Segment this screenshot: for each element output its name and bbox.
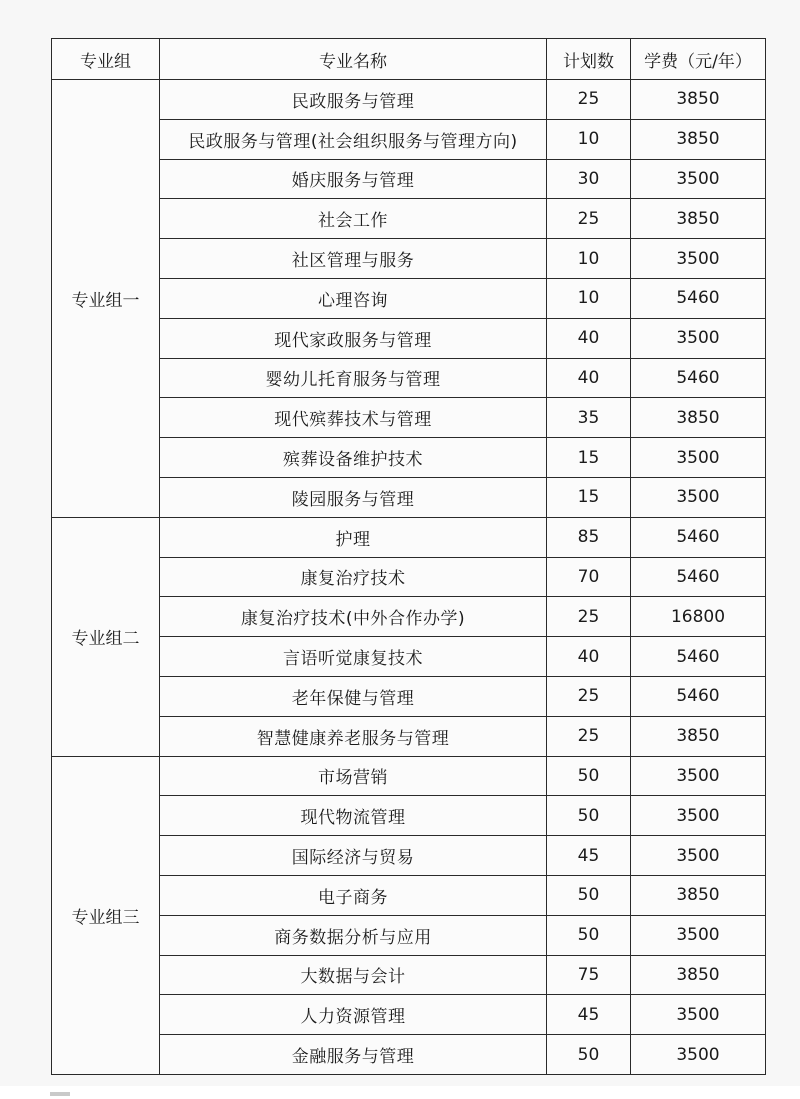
plan-count-cell: 40 xyxy=(547,358,631,398)
plan-count-cell: 10 xyxy=(547,278,631,318)
plan-count-cell: 50 xyxy=(547,875,631,915)
header-group: 专业组 xyxy=(52,39,160,80)
table-row xyxy=(52,676,766,716)
table-row xyxy=(52,955,766,995)
bottom-mark xyxy=(50,1092,70,1096)
major-name-cell: 心理咨询 xyxy=(160,278,547,318)
header-plan-count: 计划数 xyxy=(547,39,631,80)
tuition-cell: 3500 xyxy=(631,159,766,199)
table-row xyxy=(52,119,766,159)
tuition-cell: 3850 xyxy=(631,398,766,438)
plan-count-cell: 30 xyxy=(547,159,631,199)
plan-count-cell: 50 xyxy=(547,796,631,836)
major-name-cell: 现代家政服务与管理 xyxy=(160,318,547,358)
major-name-cell: 殡葬设备维护技术 xyxy=(160,438,547,478)
plan-count-cell: 50 xyxy=(547,915,631,955)
table-row xyxy=(52,915,766,955)
tuition-cell: 5460 xyxy=(631,637,766,677)
plan-count-cell: 40 xyxy=(547,318,631,358)
tuition-cell: 3500 xyxy=(631,756,766,796)
table-row xyxy=(52,438,766,478)
table-row xyxy=(52,278,766,318)
plan-count-cell: 25 xyxy=(547,199,631,239)
plan-count-cell: 35 xyxy=(547,398,631,438)
tuition-cell: 3500 xyxy=(631,239,766,279)
admission-plan-table xyxy=(51,38,766,1075)
header-row xyxy=(52,39,766,80)
table-row xyxy=(52,716,766,756)
major-name-cell: 婚庆服务与管理 xyxy=(160,159,547,199)
tuition-cell: 3500 xyxy=(631,477,766,517)
major-name-cell: 社会工作 xyxy=(160,199,547,239)
major-name-cell: 人力资源管理 xyxy=(160,995,547,1035)
plan-count-cell: 75 xyxy=(547,955,631,995)
plan-count-cell: 45 xyxy=(547,836,631,876)
table-header xyxy=(52,39,766,80)
plan-count-cell: 50 xyxy=(547,1035,631,1075)
plan-count-cell: 70 xyxy=(547,557,631,597)
plan-count-cell: 50 xyxy=(547,756,631,796)
tuition-cell: 5460 xyxy=(631,557,766,597)
plan-count-cell: 25 xyxy=(547,716,631,756)
group-label: 专业组三 xyxy=(52,756,160,1074)
major-name-cell: 言语听觉康复技术 xyxy=(160,637,547,677)
major-name-cell: 智慧健康养老服务与管理 xyxy=(160,716,547,756)
major-name-cell: 商务数据分析与应用 xyxy=(160,915,547,955)
tuition-cell: 16800 xyxy=(631,597,766,637)
major-name-cell: 现代物流管理 xyxy=(160,796,547,836)
table-row xyxy=(52,199,766,239)
table-row xyxy=(52,517,766,557)
table-row xyxy=(52,358,766,398)
plan-count-cell: 15 xyxy=(547,438,631,478)
table-row xyxy=(52,875,766,915)
tuition-cell: 5460 xyxy=(631,278,766,318)
major-name-cell: 康复治疗技术 xyxy=(160,557,547,597)
plan-count-cell: 10 xyxy=(547,119,631,159)
plan-count-cell: 15 xyxy=(547,477,631,517)
major-name-cell: 民政服务与管理(社会组织服务与管理方向) xyxy=(160,119,547,159)
header-tuition: 学费（元/年） xyxy=(631,39,766,80)
group-label: 专业组二 xyxy=(52,517,160,756)
tuition-cell: 3500 xyxy=(631,1035,766,1075)
table-row xyxy=(52,995,766,1035)
header-major-name: 专业名称 xyxy=(160,39,547,80)
plan-count-cell: 45 xyxy=(547,995,631,1035)
tuition-cell: 3500 xyxy=(631,318,766,358)
tuition-cell: 3850 xyxy=(631,875,766,915)
major-name-cell: 社区管理与服务 xyxy=(160,239,547,279)
table-row xyxy=(52,756,766,796)
tuition-cell: 3850 xyxy=(631,955,766,995)
table-body xyxy=(52,80,766,1075)
tuition-cell: 5460 xyxy=(631,358,766,398)
table-row xyxy=(52,159,766,199)
table-row xyxy=(52,477,766,517)
tuition-cell: 3850 xyxy=(631,716,766,756)
tuition-cell: 5460 xyxy=(631,517,766,557)
table-row xyxy=(52,398,766,438)
table-row xyxy=(52,597,766,637)
major-name-cell: 市场营销 xyxy=(160,756,547,796)
table-row xyxy=(52,1035,766,1075)
plan-count-cell: 25 xyxy=(547,80,631,120)
table-row xyxy=(52,80,766,120)
plan-count-cell: 25 xyxy=(547,676,631,716)
tuition-cell: 5460 xyxy=(631,676,766,716)
table-row xyxy=(52,637,766,677)
major-name-cell: 康复治疗技术(中外合作办学) xyxy=(160,597,547,637)
major-name-cell: 婴幼儿托育服务与管理 xyxy=(160,358,547,398)
tuition-cell: 3500 xyxy=(631,836,766,876)
major-name-cell: 护理 xyxy=(160,517,547,557)
major-name-cell: 大数据与会计 xyxy=(160,955,547,995)
major-name-cell: 老年保健与管理 xyxy=(160,676,547,716)
plan-count-cell: 85 xyxy=(547,517,631,557)
major-name-cell: 金融服务与管理 xyxy=(160,1035,547,1075)
group-label: 专业组一 xyxy=(52,80,160,518)
bottom-edge xyxy=(0,1086,800,1099)
tuition-cell: 3850 xyxy=(631,80,766,120)
tuition-cell: 3500 xyxy=(631,995,766,1035)
major-name-cell: 现代殡葬技术与管理 xyxy=(160,398,547,438)
table-row xyxy=(52,836,766,876)
tuition-cell: 3500 xyxy=(631,796,766,836)
plan-count-cell: 40 xyxy=(547,637,631,677)
major-name-cell: 国际经济与贸易 xyxy=(160,836,547,876)
tuition-cell: 3850 xyxy=(631,119,766,159)
tuition-cell: 3500 xyxy=(631,915,766,955)
major-name-cell: 陵园服务与管理 xyxy=(160,477,547,517)
table-row xyxy=(52,239,766,279)
tuition-cell: 3850 xyxy=(631,199,766,239)
table-row xyxy=(52,557,766,597)
table-row xyxy=(52,796,766,836)
plan-count-cell: 10 xyxy=(547,239,631,279)
tuition-cell: 3500 xyxy=(631,438,766,478)
plan-count-cell: 25 xyxy=(547,597,631,637)
major-name-cell: 电子商务 xyxy=(160,875,547,915)
table-row xyxy=(52,318,766,358)
major-name-cell: 民政服务与管理 xyxy=(160,80,547,120)
